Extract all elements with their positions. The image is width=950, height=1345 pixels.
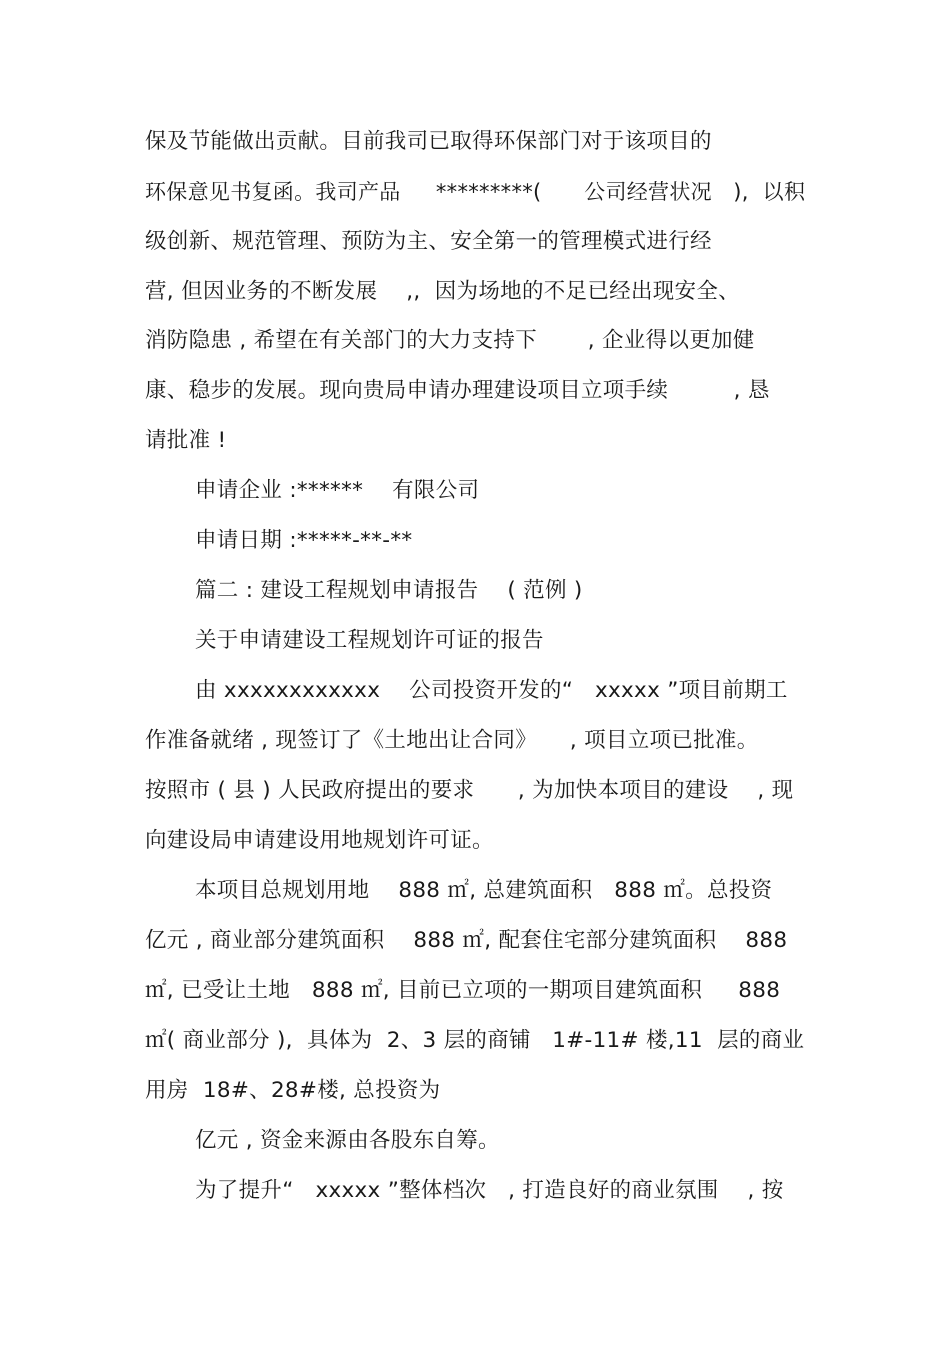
text-line-14: 按照市 ( 县 ) 人民政府提出的要求 , 为加快本项目的建设 , 现 <box>145 778 794 803</box>
text-line-18: ㎡, 已受让土地 888 ㎡, 目前已立项的一期项目建筑面积 888 <box>145 978 781 1003</box>
text-line-3: 级创新、规范管理、预防为主、安全第一的管理模式进行经 <box>145 229 712 254</box>
text-line-5: 消防隐患 , 希望在有关部门的大力支持下 , 企业得以更加健 <box>145 328 755 353</box>
text-line-16: 本项目总规划用地 888 ㎡, 总建筑面积 888 ㎡。总投资 <box>195 878 773 903</box>
text-line-21: 亿元 , 资金来源由各股东自筹。 <box>195 1128 500 1153</box>
text-line-12: 由 xxxxxxxxxxxx 公司投资开发的“ xxxxx ”项目前期工 <box>195 678 788 703</box>
text-line-4: 营, 但因业务的不断发展 ,, 因为场地的不足已经出现安全、 <box>145 279 740 304</box>
applicant-company: 申请企业 :****** 有限公司 <box>195 478 480 503</box>
text-line-13: 作准备就绪 , 现签订了《土地出让合同》 , 项目立项已批准。 <box>145 728 759 753</box>
text-line-19: ㎡( 商业部分 ), 具体为 2、3 层的商铺 1#-11# 楼,11 层的商业 <box>145 1028 805 1053</box>
section-heading: 篇二 : 建设工程规划申请报告 ( 范例 ) <box>195 578 583 603</box>
text-line-20: 用房 18#、28#楼, 总投资为 <box>145 1078 441 1103</box>
text-line-6: 康、稳步的发展。现向贵局申请办理建设项目立项手续 , 恳 <box>145 378 770 403</box>
text-line-2: 环保意见书复函。我司产品 *********( 公司经营状况 ), 以积 <box>145 180 806 204</box>
text-line-1: 保及节能做出贡献。目前我司已取得环保部门对于该项目的 <box>145 129 712 154</box>
text-line-17: 亿元 , 商业部分建筑面积 888 ㎡, 配套住宅部分建筑面积 888 <box>145 928 788 953</box>
application-date: 申请日期 :*****-**-** <box>195 528 413 553</box>
text-line-7: 请批准 ! <box>145 428 227 453</box>
report-title: 关于申请建设工程规划许可证的报告 <box>195 628 544 653</box>
text-line-15: 向建设局申请建设用地规划许可证。 <box>145 828 494 853</box>
text-line-22: 为了提升“ xxxxx ”整体档次 , 打造良好的商业氛围 , 按 <box>195 1178 784 1203</box>
